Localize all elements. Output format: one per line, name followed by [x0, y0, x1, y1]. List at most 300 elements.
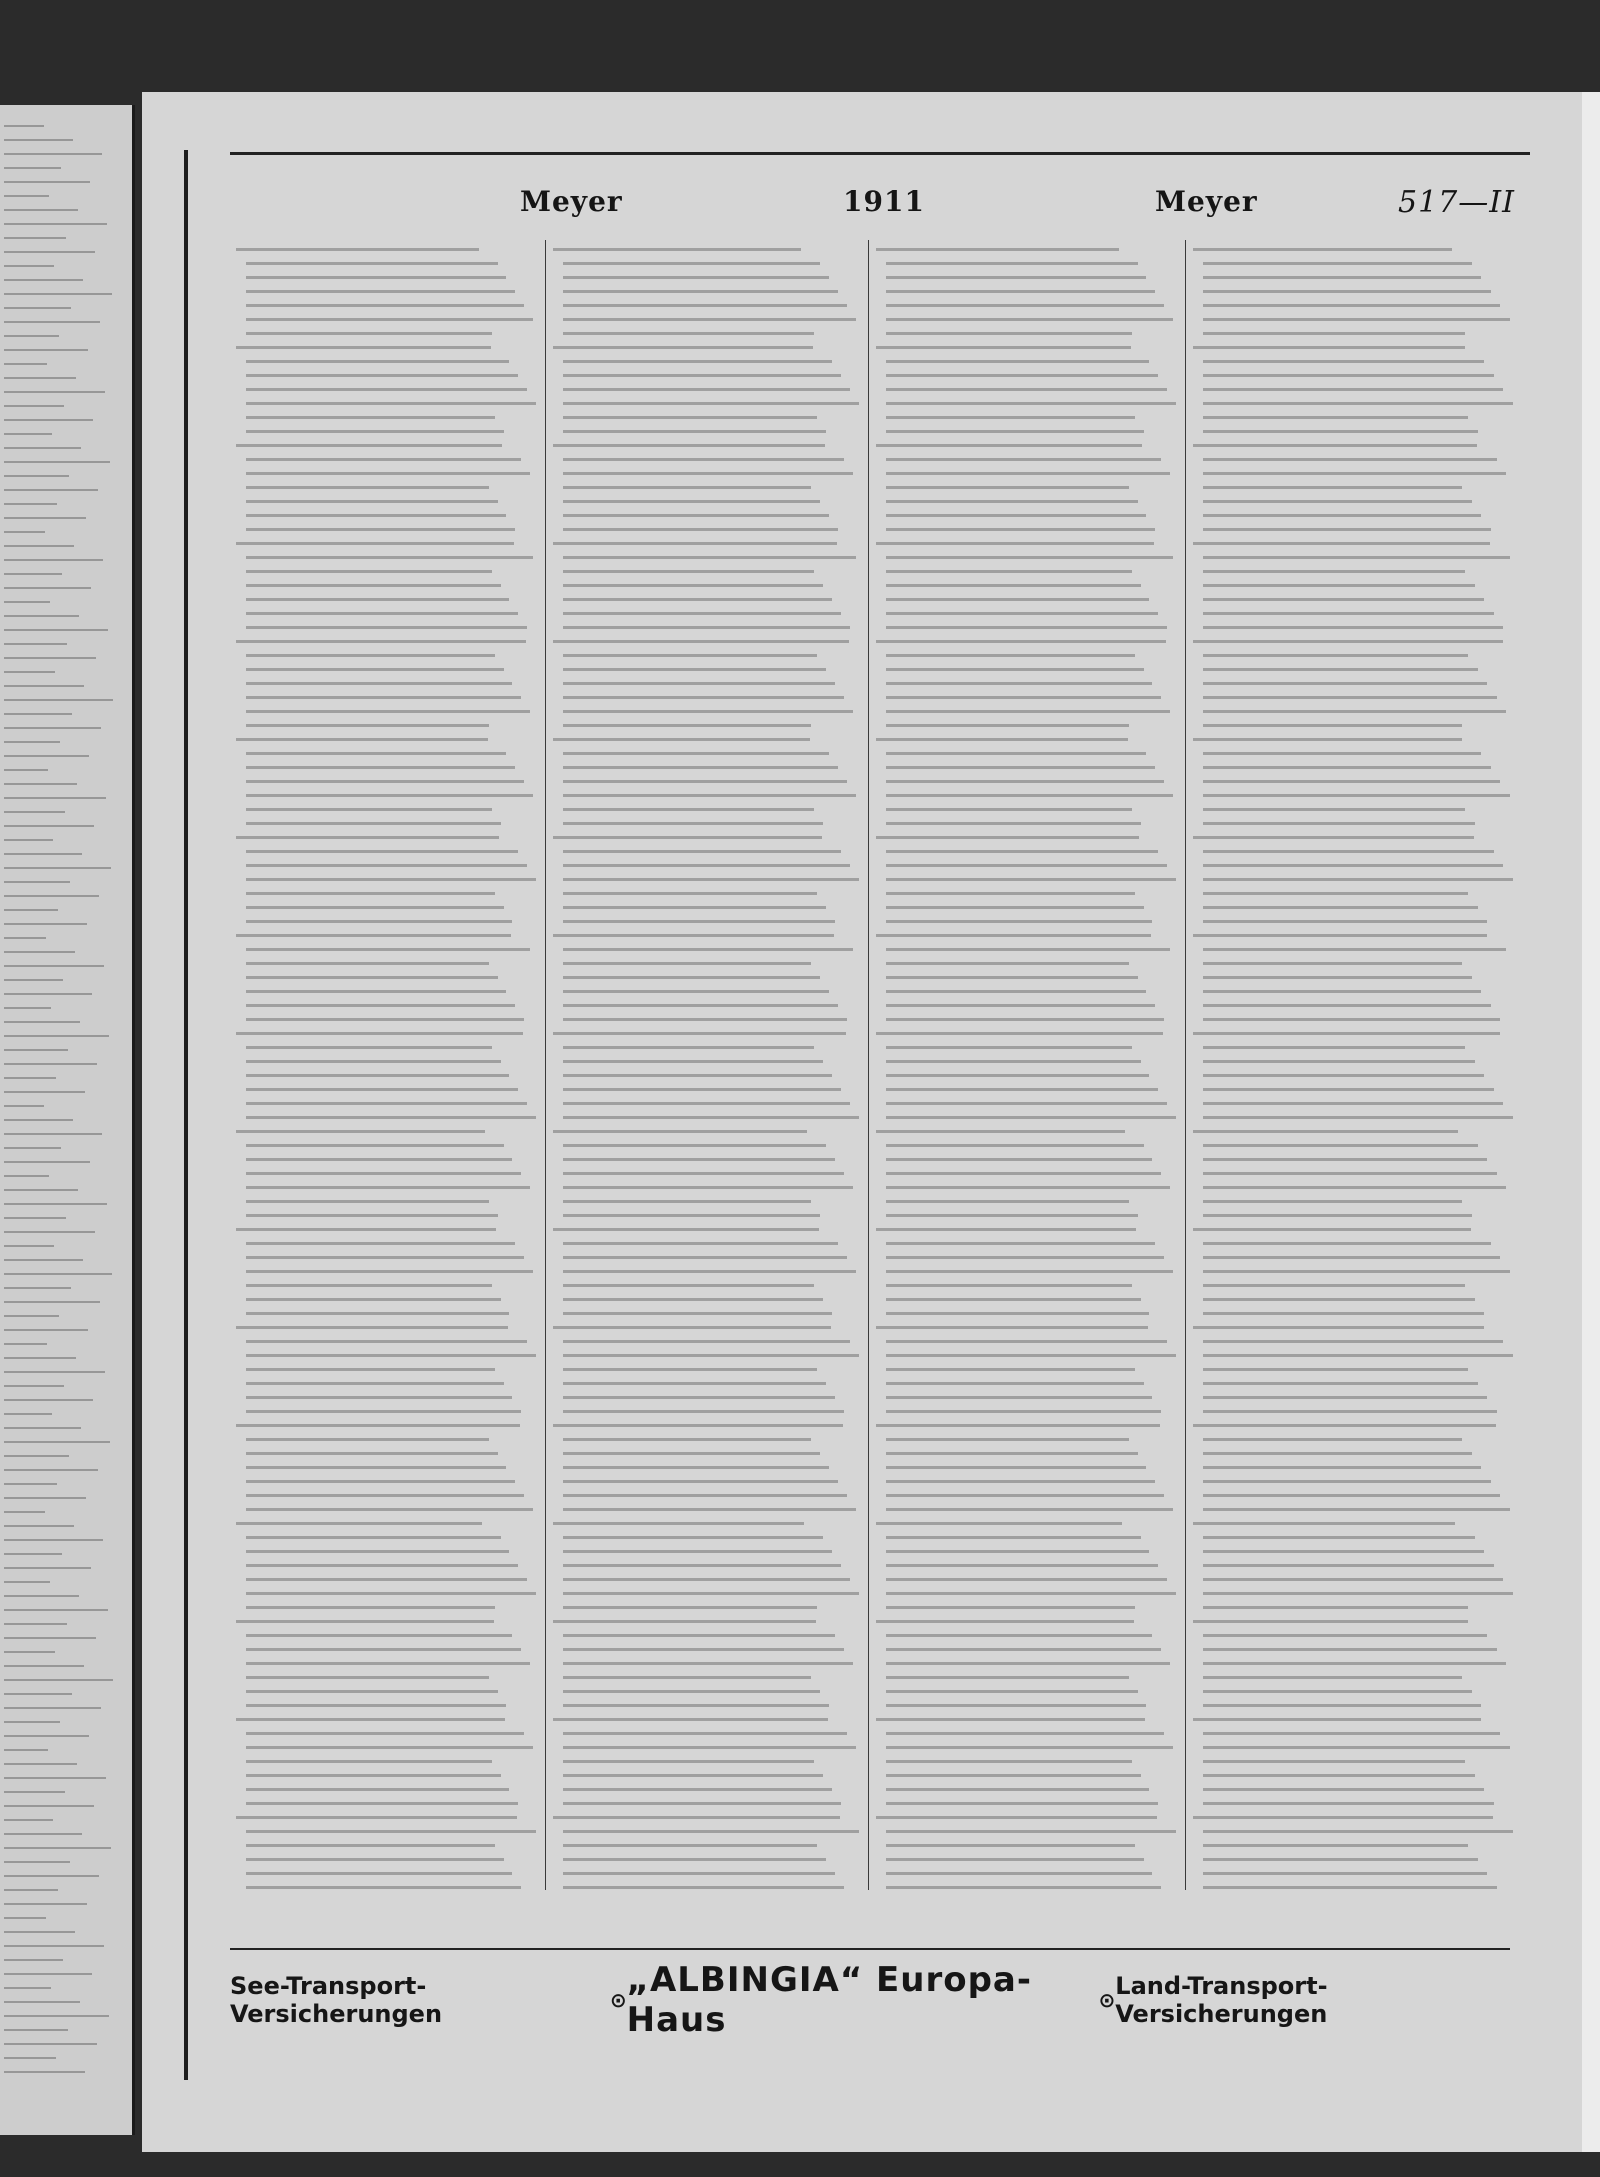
text-line: [563, 1368, 817, 1371]
text-line: [236, 1718, 505, 1721]
text-line: [4, 1469, 98, 1471]
text-line: [563, 1214, 820, 1217]
text-line: [246, 990, 506, 993]
text-line: [246, 430, 504, 433]
text-line: [1203, 318, 1510, 321]
text-line: [886, 388, 1167, 391]
text-line: [246, 1494, 524, 1497]
text-line: [886, 1256, 1164, 1259]
text-line: [563, 514, 829, 517]
text-line: [876, 934, 1151, 937]
text-line: [886, 1396, 1152, 1399]
text-line: [1203, 1438, 1462, 1441]
text-line: [1203, 1578, 1503, 1581]
text-line: [246, 1746, 533, 1749]
text-line: [1203, 976, 1472, 979]
text-line: [886, 458, 1161, 461]
text-line: [1203, 1648, 1497, 1651]
text-line: [1203, 1382, 1478, 1385]
text-line: [246, 920, 512, 923]
text-line: [886, 1788, 1149, 1791]
text-line: [563, 1060, 823, 1063]
text-line: [4, 867, 111, 869]
text-line: [246, 556, 533, 559]
text-line: [4, 167, 61, 169]
text-line: [4, 447, 81, 449]
text-line: [4, 1693, 72, 1695]
text-line: [563, 710, 853, 713]
text-line: [4, 251, 95, 253]
text-line: [876, 1228, 1136, 1231]
text-line: [4, 573, 62, 575]
text-line: [1203, 906, 1478, 909]
text-line: [4, 321, 100, 323]
text-line: [886, 1116, 1176, 1119]
text-line: [4, 1721, 60, 1723]
text-line: [563, 990, 829, 993]
text-line: [246, 1704, 506, 1707]
text-line: [876, 1718, 1145, 1721]
text-line: [4, 1833, 82, 1835]
text-line: [886, 864, 1167, 867]
text-line: [246, 1116, 536, 1119]
text-line: [246, 906, 504, 909]
text-line: [1203, 1844, 1468, 1847]
text-line: [4, 1441, 110, 1443]
text-line: [246, 1774, 501, 1777]
text-line: [886, 962, 1129, 965]
text-line: [246, 416, 495, 419]
text-line: [236, 1620, 494, 1623]
text-line: [563, 528, 838, 531]
text-line: [4, 587, 91, 589]
text-line: [1203, 1214, 1472, 1217]
text-line: [886, 1732, 1164, 1735]
directory-column-4: [1193, 242, 1513, 1892]
text-line: [246, 1536, 501, 1539]
text-line: [4, 1511, 45, 1513]
text-line: [553, 1130, 807, 1133]
text-line: [886, 556, 1173, 559]
text-line: [563, 766, 838, 769]
text-line: [886, 668, 1144, 671]
text-line: [563, 1074, 832, 1077]
text-line: [1203, 1242, 1491, 1245]
text-line: [876, 1326, 1148, 1329]
text-line: [1203, 878, 1513, 881]
text-line: [1203, 654, 1468, 657]
text-line: [886, 892, 1135, 895]
text-line: [886, 1102, 1167, 1105]
text-line: [563, 402, 859, 405]
text-line: [563, 1340, 850, 1343]
text-line: [563, 1270, 856, 1273]
text-line: [563, 1536, 823, 1539]
text-line: [876, 542, 1154, 545]
text-line: [1203, 1872, 1487, 1875]
text-line: [4, 475, 69, 477]
text-line: [563, 822, 823, 825]
text-line: [563, 976, 820, 979]
text-line: [246, 1340, 527, 1343]
text-line: [1203, 1284, 1465, 1287]
text-line: [246, 500, 498, 503]
page-edge: [1582, 92, 1600, 2152]
text-line: [236, 1228, 496, 1231]
text-line: [246, 794, 533, 797]
text-line: [1193, 1130, 1458, 1133]
text-line: [1203, 514, 1481, 517]
text-line: [886, 332, 1132, 335]
text-line: [553, 738, 810, 741]
text-line: [886, 1844, 1135, 1847]
text-line: [4, 139, 73, 141]
text-line: [886, 1060, 1141, 1063]
text-line: [563, 1480, 838, 1483]
text-line: [1203, 1676, 1462, 1679]
text-line: [4, 1259, 83, 1261]
running-title-right: Meyer: [1155, 185, 1258, 218]
text-line: [886, 1298, 1141, 1301]
text-line: [1203, 1788, 1484, 1791]
text-line: [1203, 332, 1465, 335]
text-line: [1203, 1662, 1506, 1665]
text-line: [4, 1637, 96, 1639]
text-line: [563, 1886, 844, 1889]
text-line: [246, 1102, 527, 1105]
text-line: [886, 1662, 1170, 1665]
text-line: [4, 419, 93, 421]
text-line: [563, 458, 844, 461]
text-line: [246, 402, 536, 405]
text-line: [246, 878, 536, 881]
text-line: [553, 1326, 831, 1329]
text-line: [1203, 1410, 1497, 1413]
text-line: [1203, 1200, 1462, 1203]
text-line: [246, 1872, 512, 1875]
text-line: [246, 710, 530, 713]
text-line: [563, 1564, 841, 1567]
text-line: [1203, 892, 1468, 895]
text-line: [886, 724, 1129, 727]
text-line: [1193, 346, 1465, 349]
text-line: [886, 1830, 1176, 1833]
text-line: [886, 1508, 1173, 1511]
text-line: [236, 346, 491, 349]
text-line: [563, 626, 850, 629]
text-line: [4, 1847, 111, 1849]
text-line: [563, 1298, 823, 1301]
text-line: [4, 1959, 63, 1961]
text-line: [563, 1774, 823, 1777]
text-line: [246, 262, 498, 265]
text-line: [886, 1438, 1129, 1441]
text-line: [1203, 430, 1478, 433]
text-line: [246, 1046, 492, 1049]
text-line: [1193, 1424, 1496, 1427]
text-line: [563, 1704, 829, 1707]
text-line: [886, 1634, 1152, 1637]
text-line: [1203, 1312, 1484, 1315]
text-line: [4, 1581, 50, 1583]
text-line: [1203, 668, 1478, 671]
text-line: [553, 1228, 819, 1231]
text-line: [886, 276, 1146, 279]
text-line: [246, 1634, 512, 1637]
footer-left-text: See-Transport-Versicherungen: [230, 1972, 443, 2028]
text-line: [886, 780, 1164, 783]
text-line: [4, 1623, 67, 1625]
text-line: [4, 1133, 102, 1135]
text-line: [563, 1830, 859, 1833]
text-line: [4, 769, 48, 771]
text-line: [553, 640, 849, 643]
text-line: [4, 1217, 66, 1219]
text-line: [1203, 1298, 1475, 1301]
text-line: [1203, 1158, 1487, 1161]
text-line: [246, 766, 515, 769]
text-line: [4, 951, 75, 953]
text-line: [553, 934, 834, 937]
text-line: [1203, 472, 1506, 475]
text-line: [246, 1802, 518, 1805]
footer-rule: [230, 1948, 1510, 1950]
text-line: [4, 1231, 95, 1233]
text-line: [246, 1662, 530, 1665]
text-line: [246, 514, 506, 517]
text-line: [886, 570, 1132, 573]
text-line: [886, 402, 1176, 405]
text-line: [4, 1707, 101, 1709]
text-line: [563, 416, 817, 419]
text-line: [563, 1158, 835, 1161]
text-line: [4, 1343, 47, 1345]
text-line: [886, 1200, 1129, 1203]
text-line: [1193, 934, 1487, 937]
text-line: [563, 1410, 844, 1413]
text-line: [4, 265, 54, 267]
text-line: [563, 556, 856, 559]
text-line: [246, 1578, 527, 1581]
text-line: [4, 307, 71, 309]
text-line: [4, 881, 70, 883]
text-line: [4, 349, 88, 351]
text-line: [246, 332, 492, 335]
text-line: [1203, 402, 1513, 405]
text-line: [246, 290, 515, 293]
text-line: [886, 416, 1135, 419]
text-line: [246, 1284, 492, 1287]
previous-page-strip: [0, 105, 135, 2135]
text-line: [4, 1665, 84, 1667]
text-line: [4, 1567, 91, 1569]
text-line: [1203, 990, 1481, 993]
text-line: [246, 612, 518, 615]
text-line: [886, 1186, 1170, 1189]
text-line: [1203, 1018, 1500, 1021]
text-line: [4, 237, 66, 239]
text-line: [563, 724, 811, 727]
text-line: [246, 1060, 501, 1063]
text-line: [4, 2029, 68, 2031]
text-line: [246, 1172, 521, 1175]
text-line: [1203, 1186, 1506, 1189]
text-line: [4, 937, 46, 939]
text-line: [246, 1438, 489, 1441]
text-line: [563, 962, 811, 965]
text-line: [246, 1886, 521, 1889]
text-line: [886, 1452, 1138, 1455]
text-line: [4, 559, 103, 561]
text-line: [4, 811, 65, 813]
text-line: [246, 1830, 536, 1833]
text-line: [1193, 1326, 1484, 1329]
text-line: [886, 752, 1146, 755]
text-line: [563, 374, 841, 377]
text-line: [1203, 1368, 1468, 1371]
text-line: [563, 1116, 859, 1119]
text-line: [563, 696, 844, 699]
text-line: [246, 360, 509, 363]
text-line: [886, 304, 1164, 307]
text-line: [886, 1690, 1138, 1693]
text-line: [563, 1382, 826, 1385]
text-line: [246, 1144, 504, 1147]
text-line: [563, 1172, 844, 1175]
text-line: [563, 850, 841, 853]
text-line: [886, 1382, 1144, 1385]
text-line: [876, 248, 1119, 251]
text-line: [4, 2043, 97, 2045]
text-line: [246, 1074, 509, 1077]
text-line: [1203, 262, 1472, 265]
text-line: [886, 1802, 1158, 1805]
text-line: [563, 1242, 838, 1245]
text-line: [1203, 528, 1491, 531]
text-line: [886, 1774, 1141, 1777]
text-line: [886, 1004, 1155, 1007]
text-line: [4, 1889, 58, 1891]
footer-separator: ⊙: [1098, 1988, 1116, 2012]
text-line: [4, 1651, 55, 1653]
text-line: [886, 430, 1144, 433]
text-line: [4, 1819, 53, 1821]
text-line: [563, 612, 841, 615]
text-line: [553, 1424, 843, 1427]
text-line: [886, 1088, 1158, 1091]
text-line: [1203, 1046, 1465, 1049]
text-line: [4, 209, 78, 211]
text-line: [563, 1494, 847, 1497]
text-line: [1203, 1466, 1481, 1469]
text-line: [1203, 766, 1491, 769]
text-line: [246, 1564, 518, 1567]
text-line: [1203, 584, 1475, 587]
text-line: [886, 1480, 1155, 1483]
text-line: [4, 2057, 56, 2059]
text-line: [563, 1844, 817, 1847]
text-line: [4, 1987, 51, 1989]
text-line: [886, 1242, 1155, 1245]
column-divider: [868, 240, 869, 1890]
text-line: [4, 1105, 44, 1107]
text-line: [563, 290, 838, 293]
text-line: [236, 1424, 520, 1427]
directory-column-3: [876, 242, 1176, 1892]
text-line: [886, 696, 1161, 699]
text-line: [4, 181, 90, 183]
text-line: [4, 797, 106, 799]
text-line: [876, 1620, 1134, 1623]
text-line: [1203, 1480, 1491, 1483]
text-line: [1203, 612, 1494, 615]
text-line: [1193, 1032, 1500, 1035]
text-line: [563, 1648, 844, 1651]
text-line: [4, 1945, 104, 1947]
text-line: [563, 794, 856, 797]
text-line: [236, 542, 514, 545]
text-line: [4, 1525, 74, 1527]
text-line: [4, 1175, 49, 1177]
text-line: [4, 1609, 108, 1611]
text-line: [886, 1354, 1176, 1357]
text-line: [4, 1161, 90, 1163]
text-line: [4, 153, 102, 155]
text-line: [4, 1973, 92, 1975]
text-line: [1203, 486, 1462, 489]
text-line: [1203, 1144, 1478, 1147]
text-line: [4, 1287, 71, 1289]
text-line: [1203, 1270, 1510, 1273]
directory-column-2: [553, 242, 860, 1892]
text-line: [886, 514, 1146, 517]
text-line: [4, 783, 77, 785]
text-line: [4, 2001, 80, 2003]
text-line: [563, 1004, 838, 1007]
text-line: [553, 1522, 804, 1525]
text-line: [886, 1606, 1135, 1609]
text-line: [563, 780, 847, 783]
column-divider: [545, 240, 546, 1890]
text-line: [1203, 626, 1503, 629]
text-line: [553, 346, 813, 349]
text-line: [1203, 360, 1484, 363]
text-line: [4, 1091, 85, 1093]
text-line: [236, 1326, 508, 1329]
text-line: [553, 1620, 816, 1623]
text-line: [246, 1466, 506, 1469]
text-line: [4, 1035, 109, 1037]
text-line: [1203, 1732, 1500, 1735]
text-line: [563, 360, 832, 363]
text-line: [886, 1158, 1152, 1161]
text-line: [4, 223, 107, 225]
text-line: [563, 1606, 817, 1609]
text-line: [246, 948, 530, 951]
text-line: [553, 542, 837, 545]
text-line: [1203, 1074, 1484, 1077]
text-line: [246, 1480, 515, 1483]
text-line: [246, 318, 533, 321]
text-line: [246, 1690, 498, 1693]
text-line: [563, 906, 826, 909]
text-line: [4, 1763, 77, 1765]
text-line: [4, 1021, 80, 1023]
text-line: [563, 1592, 859, 1595]
text-line: [1193, 1620, 1468, 1623]
text-line: [553, 1718, 828, 1721]
text-line: [563, 598, 832, 601]
